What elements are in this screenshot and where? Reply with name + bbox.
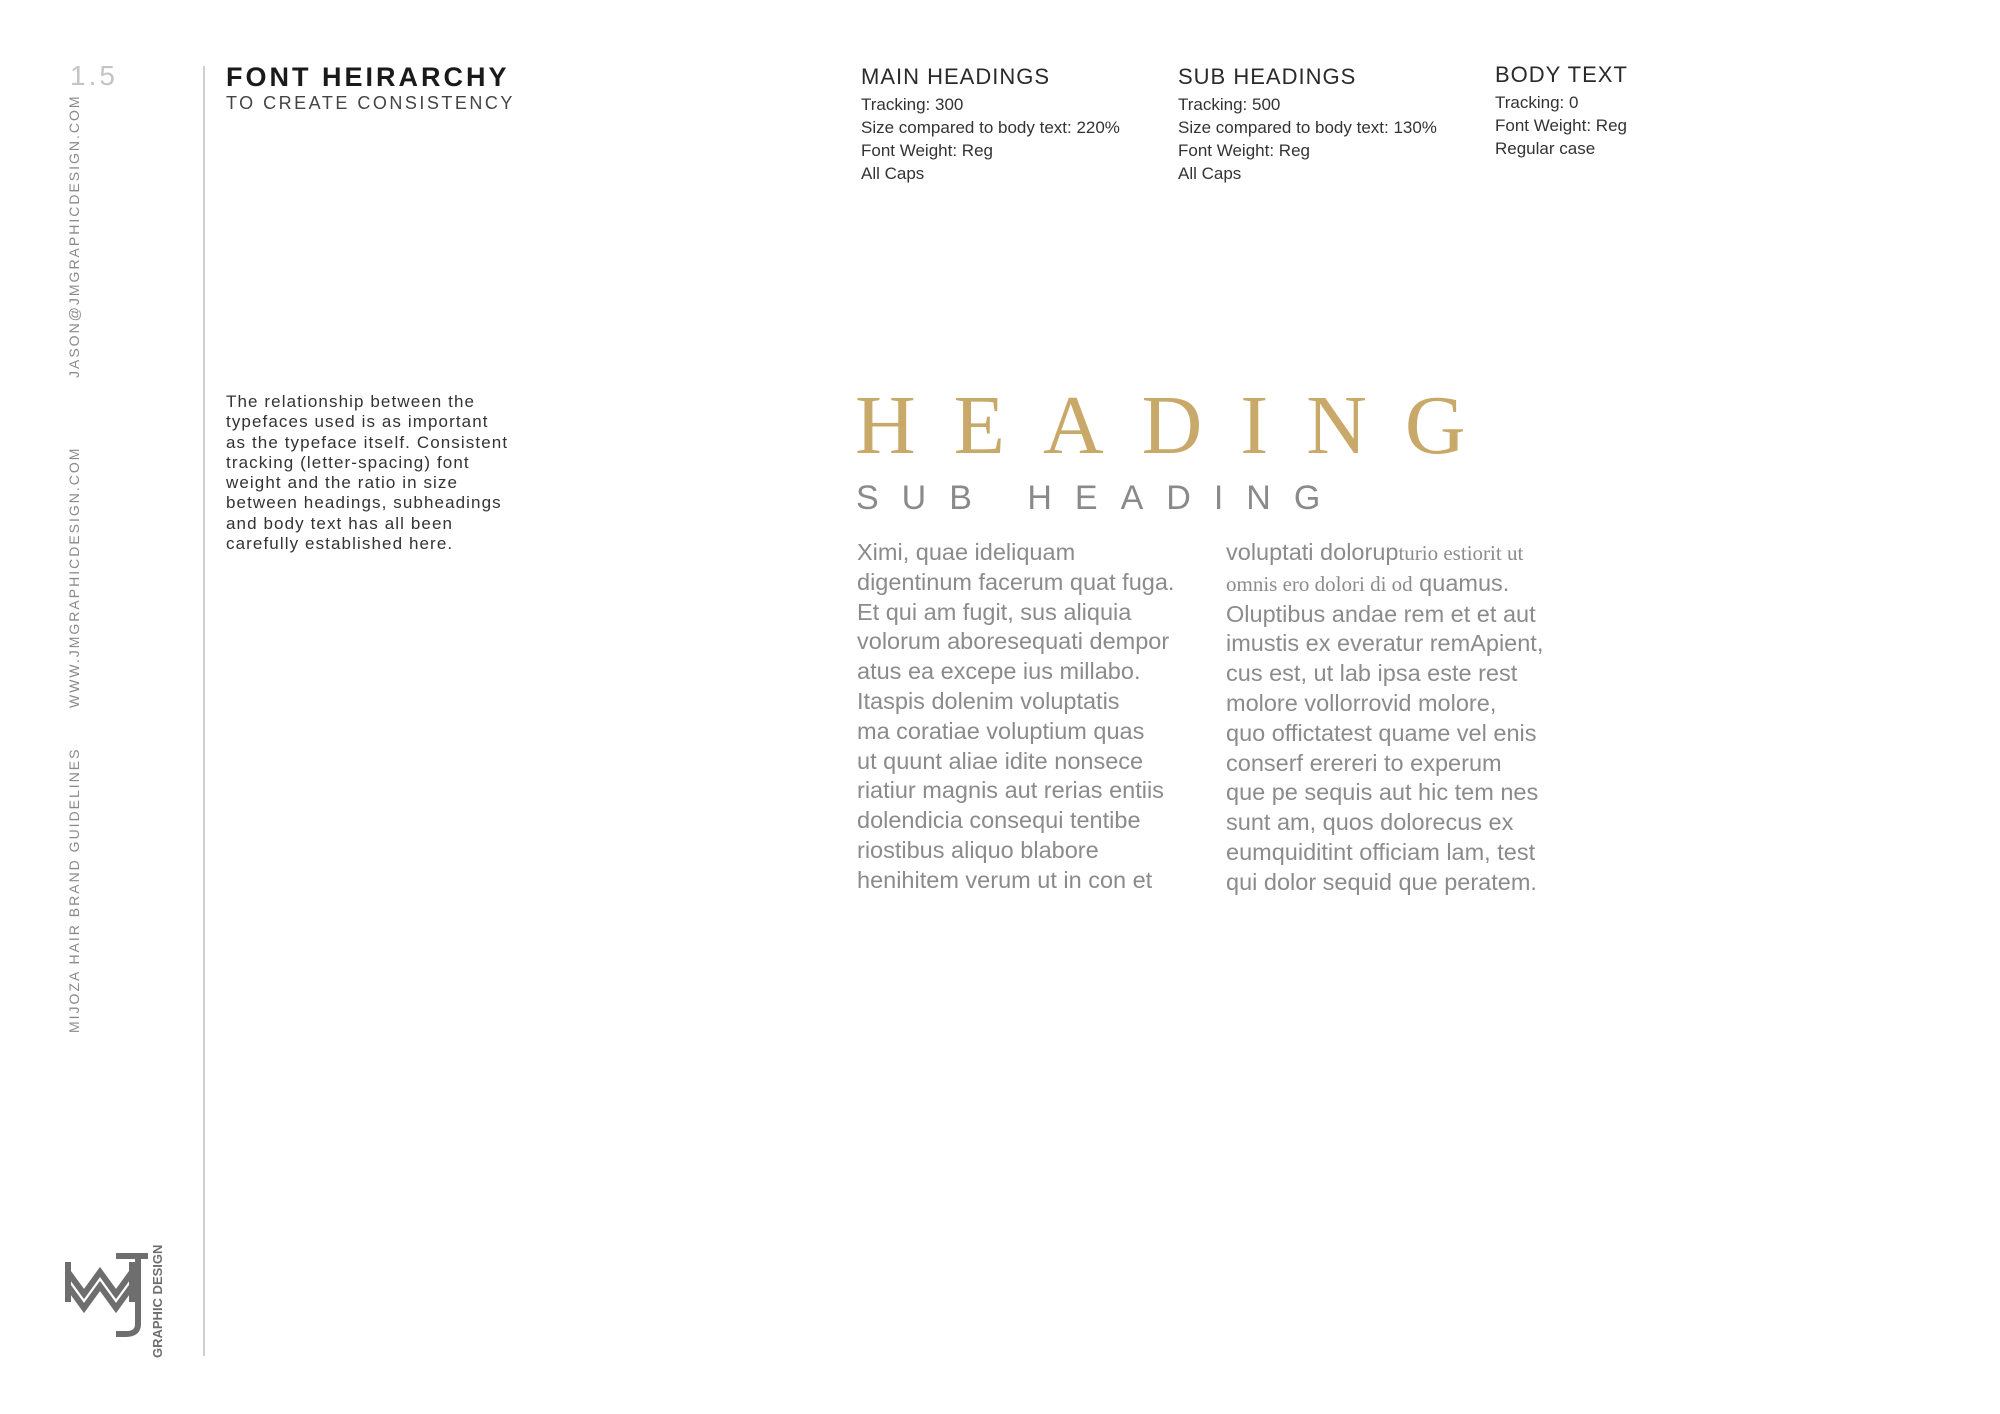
body-line: digentinum facerum quat fuga. xyxy=(857,568,1175,595)
page-number: 1.5 xyxy=(70,60,118,91)
spec-heading: BODY TEXT xyxy=(1495,62,1628,87)
spec-line: Font Weight: Reg xyxy=(1495,116,1627,135)
spec-line: Size compared to body text: 220% xyxy=(861,118,1120,137)
page-subtitle: TO CREATE CONSISTENCY xyxy=(226,93,515,113)
spec-line: Tracking: 0 xyxy=(1495,93,1579,112)
body-line: Ximi, quae ideliquam xyxy=(857,539,1076,565)
body-line xyxy=(1226,538,1543,569)
body-line: atus ea excepe ius millabo. xyxy=(857,658,1141,685)
spec-line: Tracking: 500 xyxy=(1178,95,1281,114)
body-fragment: quamus. xyxy=(1412,569,1510,596)
description-line: as the typeface itself. Consistent xyxy=(226,432,509,452)
jm-logo-icon xyxy=(64,1242,164,1362)
description-paragraph xyxy=(226,392,556,554)
body-line xyxy=(1226,569,1543,600)
description-line: typefaces used is as important xyxy=(226,412,489,432)
spec-line: All Caps xyxy=(861,164,925,183)
description-line: and body text has all been xyxy=(226,513,454,533)
body-line: ma coratiae voluptium quas xyxy=(857,717,1145,744)
sample-subheading: SUB HEADING xyxy=(856,479,1344,517)
sidebar-email: JASON@JMGRAPHICDESIGN.COM xyxy=(66,94,82,378)
spec-line: Font Weight: Reg xyxy=(1178,141,1310,160)
description-line: tracking (letter-spacing) font xyxy=(226,452,470,472)
body-fragment: voluptati dolorup xyxy=(1226,539,1399,565)
body-line: riostibus aliquo blabore xyxy=(857,836,1099,863)
spec-line: Regular case xyxy=(1495,139,1596,158)
body-line: qui dolor sequid que peratem. xyxy=(1226,868,1537,895)
spec-line: Font Weight: Reg xyxy=(861,141,993,160)
spec-heading: SUB HEADINGS xyxy=(1178,64,1357,89)
description-line: between headings, subheadings xyxy=(226,493,502,513)
description-line: weight and the ratio in size xyxy=(226,473,459,493)
body-line: dolendicia consequi tentibe xyxy=(857,807,1141,834)
spec-sub-headings xyxy=(1178,64,1437,185)
spec-heading: MAIN HEADINGS xyxy=(861,64,1051,89)
body-line: conserf erereri to experum xyxy=(1226,749,1502,776)
logo-text: GRAPHIC DESIGN xyxy=(150,1244,164,1358)
body-line: volorum aboresequati dempor xyxy=(857,628,1170,655)
body-line: molore vollorrovid molore, xyxy=(1226,689,1497,716)
sample-heading: HEADING xyxy=(855,379,1504,472)
sample-body-column-1 xyxy=(857,538,1174,896)
body-line: Et qui am fugit, sus aliquia xyxy=(857,598,1132,625)
spec-body-text xyxy=(1495,62,1628,160)
page-title: FONT HEIRARCHY xyxy=(226,62,510,92)
body-line: quo offictatest quame vel enis xyxy=(1226,719,1537,746)
sidebar-website: WWW.JMGRAPHICDESIGN.COM xyxy=(66,446,82,708)
body-line: Oluptibus andae rem et et aut xyxy=(1226,600,1536,627)
description-line: carefully established here. xyxy=(226,534,454,554)
body-fragment: turio estiorit ut xyxy=(1398,541,1524,565)
sidebar-document-title: MIJOZA HAIR BRAND GUIDELINES xyxy=(66,747,82,1033)
body-line: que pe sequis aut hic tem nes xyxy=(1226,779,1539,806)
spec-main-headings xyxy=(861,64,1120,185)
body-line: ut quunt aliae idite nonsece xyxy=(857,747,1144,774)
spec-line: Tracking: 300 xyxy=(861,95,964,114)
sample-body-column-2 xyxy=(1226,538,1543,898)
body-line: sunt am, quos dolorecus ex xyxy=(1226,809,1514,836)
body-line: cus est, ut lab ipsa este rest xyxy=(1226,660,1518,687)
body-fragment: omnis ero dolori di od xyxy=(1226,571,1413,596)
body-line: henihitem verum ut in con et xyxy=(857,866,1153,893)
description-line: The relationship between the xyxy=(226,392,476,411)
body-line: Itaspis dolenim voluptatis xyxy=(857,687,1120,714)
body-line: eumquiditint officiam lam, test xyxy=(1226,838,1536,865)
spec-line: Size compared to body text: 130% xyxy=(1178,118,1437,137)
body-line: imustis ex everatur remApient, xyxy=(1226,630,1544,657)
spec-line: All Caps xyxy=(1178,164,1242,183)
vertical-divider xyxy=(203,66,205,1356)
jm-logo xyxy=(64,1242,164,1362)
body-line: riatiur magnis aut rerias entiis xyxy=(857,777,1164,804)
